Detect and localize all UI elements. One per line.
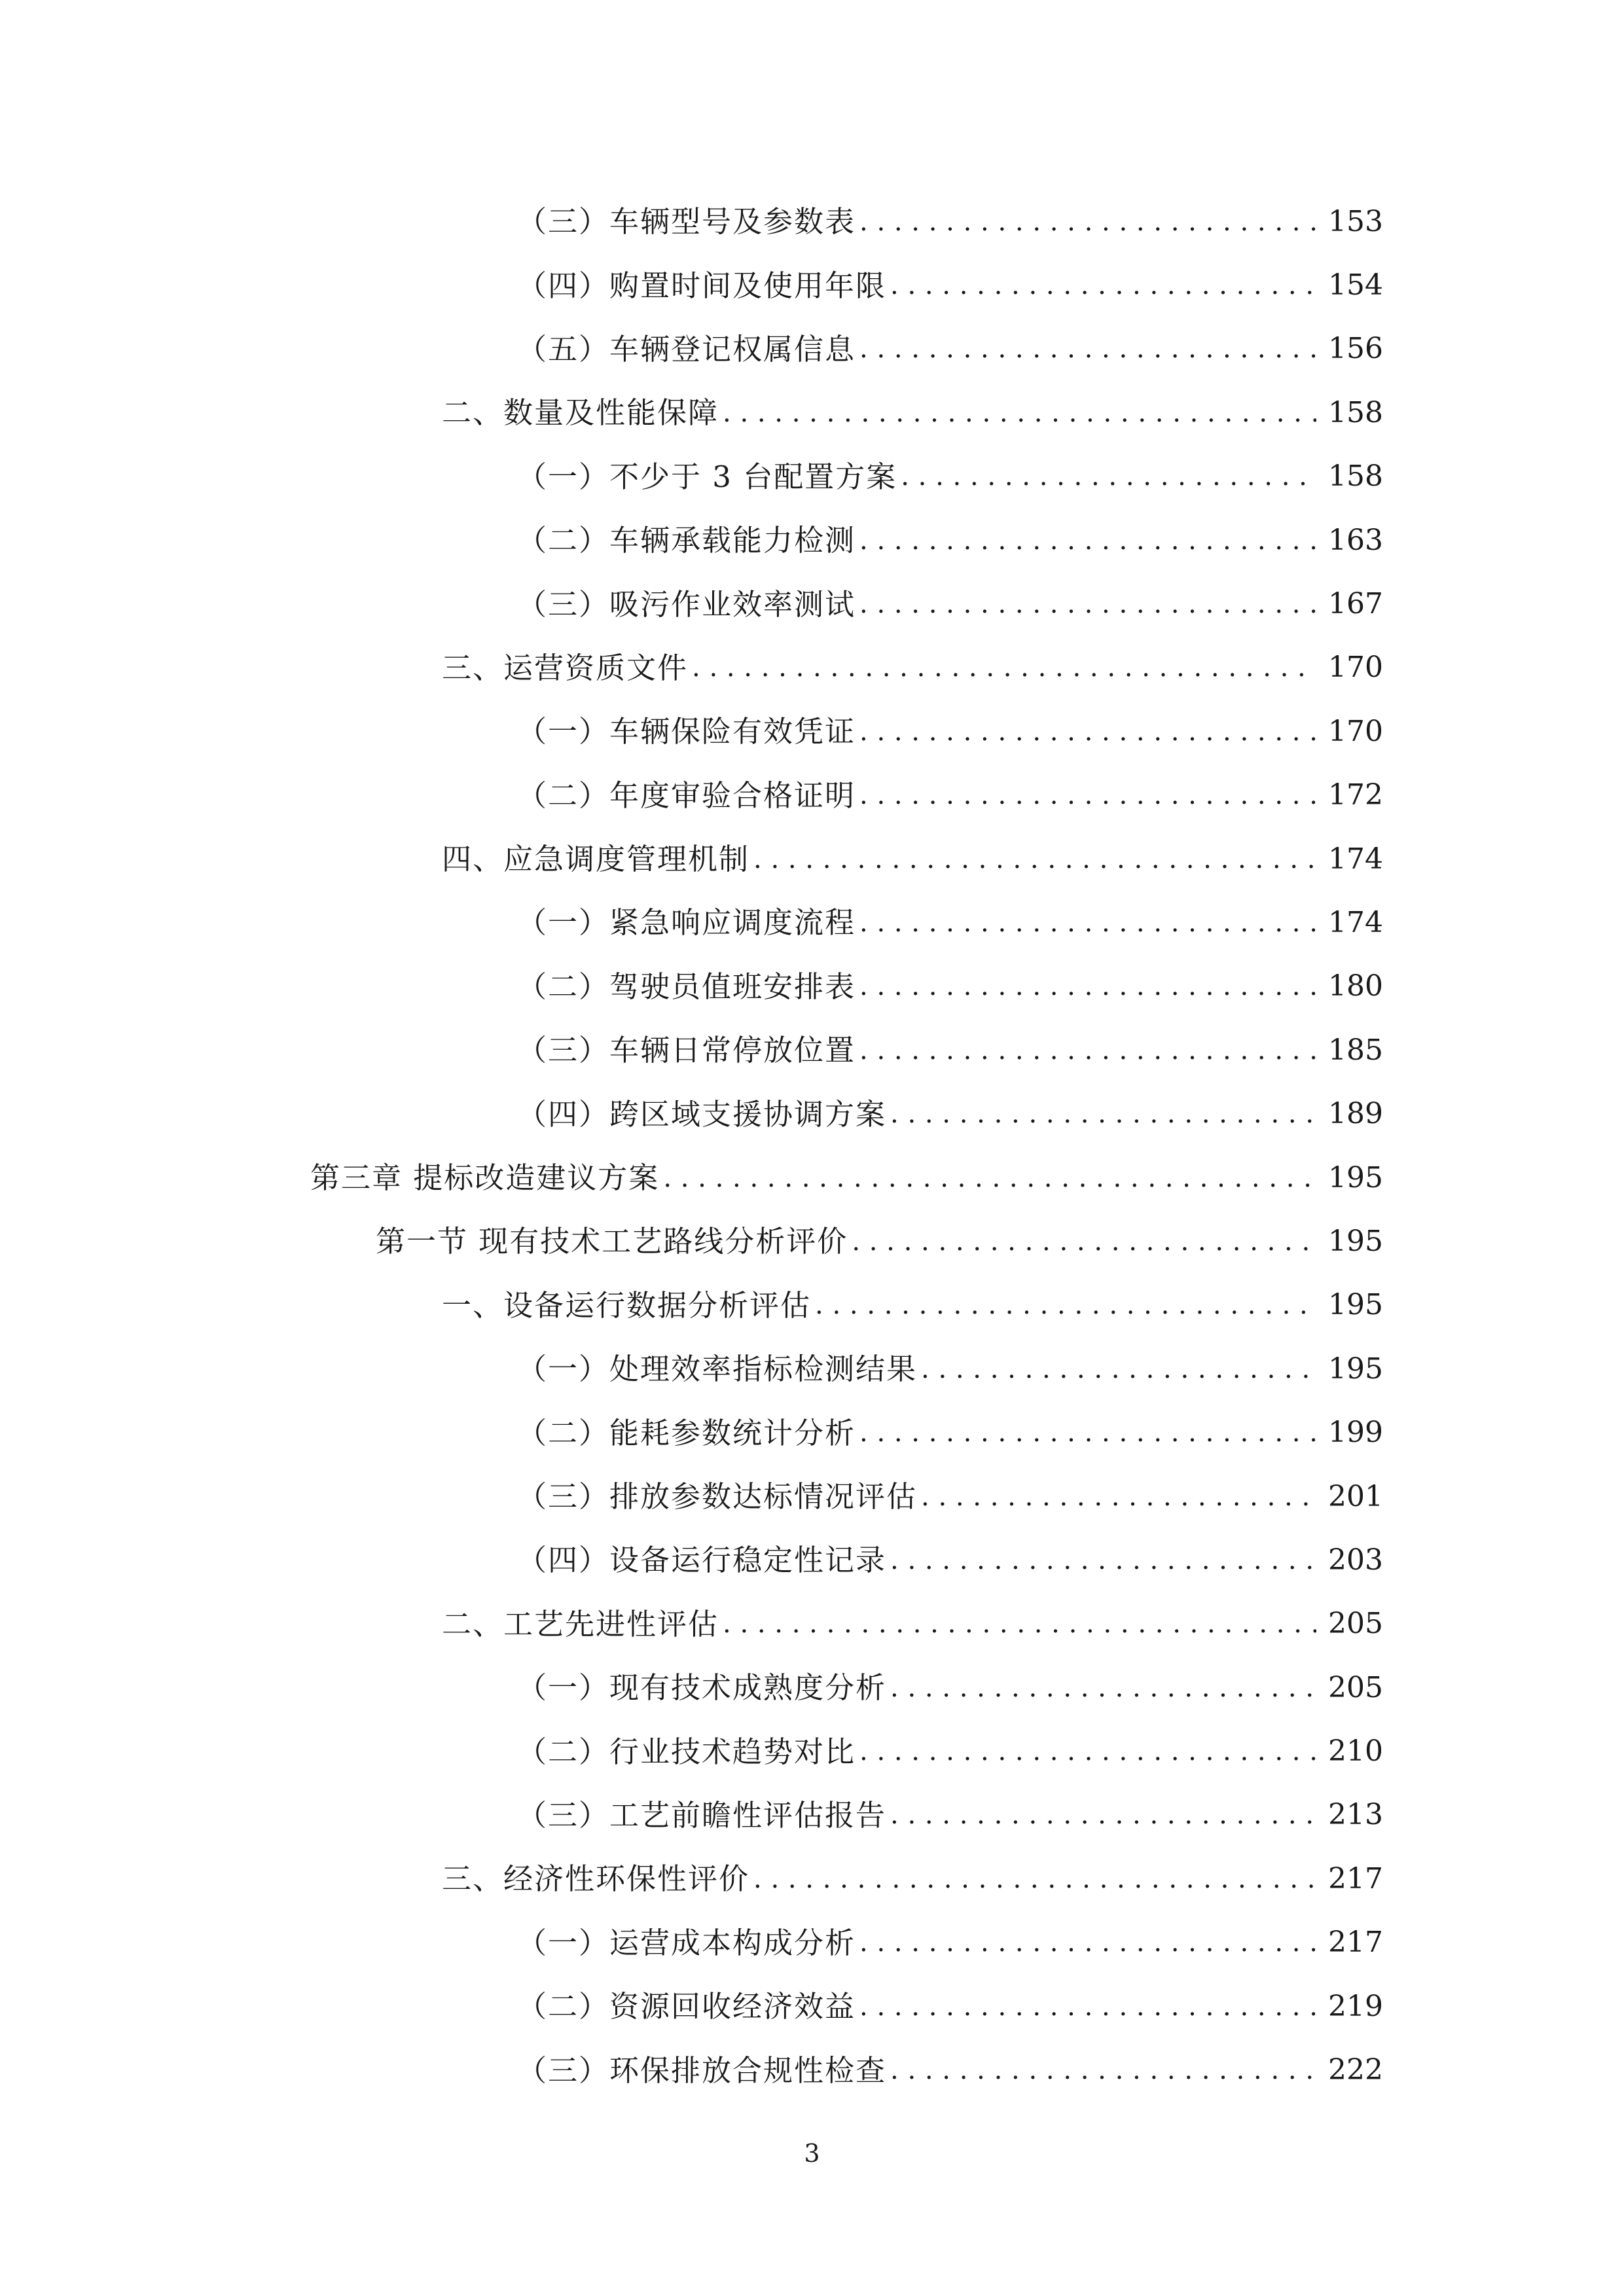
toc-entry-title: 第一节 现有技术工艺路线分析评价: [376, 1224, 848, 1259]
toc-entry-page: 167: [1328, 587, 1383, 621]
toc-entry[interactable]: [0, 1146, 1624, 1210]
toc-leader-dots: [859, 1929, 1316, 1956]
toc-entry-title: （二）年度审验合格证明: [517, 778, 856, 813]
toc-entry-page: 199: [1328, 1416, 1383, 1450]
toc-entry-page: 156: [1328, 332, 1383, 366]
toc-entry[interactable]: [0, 190, 1624, 253]
toc-entry[interactable]: [0, 764, 1624, 827]
toc-leader-dots: [890, 272, 1316, 298]
toc-entry-title: 三、经济性环保性评价: [442, 1861, 750, 1897]
toc-entry-title: （四）跨区域支援协调方案: [517, 1096, 887, 1132]
toc-entry[interactable]: [0, 891, 1624, 954]
toc-entry[interactable]: [0, 700, 1624, 763]
page-number: 3: [804, 2139, 820, 2168]
toc-leader-dots: [753, 1866, 1316, 1892]
toc-entry-title: （二）车辆承载能力检测: [517, 523, 856, 558]
toc-leader-dots: [753, 846, 1316, 872]
toc-leader-dots: [890, 1547, 1316, 1573]
toc-entry-title: （三）吸污作业效率测试: [517, 586, 856, 622]
toc-leader-dots: [723, 400, 1316, 426]
toc-entry-page: 185: [1328, 1033, 1383, 1067]
toc-leader-dots: [921, 1484, 1316, 1510]
toc-entry-title: （二）驾驶员值班安排表: [517, 969, 856, 1004]
toc-entry[interactable]: [0, 317, 1624, 381]
toc-entry-page: 195: [1328, 1288, 1383, 1322]
toc-leader-dots: [921, 1356, 1316, 1382]
toc-entry-page: 219: [1328, 1989, 1383, 2023]
toc-leader-dots: [859, 336, 1316, 362]
toc-entry-title: （二）资源回收经济效益: [517, 1989, 856, 2024]
toc-entry[interactable]: [0, 445, 1624, 509]
toc-entry-title: 三、运营资质文件: [442, 650, 689, 685]
toc-entry-page: 180: [1328, 969, 1383, 1003]
toc-leader-dots: [663, 1165, 1316, 1191]
toc-entry-page: 170: [1328, 651, 1383, 685]
toc-leader-dots: [859, 591, 1316, 617]
toc-leader-dots: [723, 1611, 1316, 1637]
toc-leader-dots: [890, 1101, 1316, 1127]
toc-entry-page: 158: [1328, 395, 1383, 429]
toc-entry-page: 217: [1328, 1861, 1383, 1895]
toc-entry-title: （三）环保排放合规性检查: [517, 2053, 887, 2088]
toc-entry[interactable]: [0, 955, 1624, 1018]
toc-leader-dots: [859, 782, 1316, 808]
toc-entry-page: 217: [1328, 1926, 1383, 1960]
toc-entry-page: 205: [1328, 1607, 1383, 1641]
toc-entry-page: 213: [1328, 1798, 1383, 1832]
toc-entry-page: 210: [1328, 1734, 1383, 1768]
toc-entry-page: 163: [1328, 523, 1383, 557]
toc-entry[interactable]: [0, 1465, 1624, 1528]
toc-entry-title: （一）紧急响应调度流程: [517, 905, 856, 941]
toc-entry-title: （三）工艺前瞻性评估报告: [517, 1797, 887, 1833]
toc-entry-page: 174: [1328, 905, 1383, 939]
toc-entry[interactable]: [0, 2038, 1624, 2102]
toc-entry-title: （一）现有技术成熟度分析: [517, 1670, 887, 1706]
toc-entry[interactable]: [0, 1847, 1624, 1910]
toc-entry-title: （三）车辆日常停放位置: [517, 1033, 856, 1068]
toc-entry-page: 205: [1328, 1670, 1383, 1704]
toc-entry-page: 222: [1328, 2053, 1383, 2087]
toc-leader-dots: [890, 1675, 1316, 1701]
toc-entry[interactable]: [0, 1911, 1624, 1975]
toc-entry-title: （一）不少于 3 台配置方案: [517, 459, 897, 494]
toc-entry[interactable]: [0, 1528, 1624, 1592]
toc-leader-dots: [901, 463, 1316, 490]
toc-entry[interactable]: [0, 1784, 1624, 1847]
table-of-contents: [0, 190, 1624, 2102]
toc-leader-dots: [859, 719, 1316, 745]
toc-entry-page: 154: [1328, 268, 1383, 302]
toc-entry[interactable]: [0, 572, 1624, 636]
toc-leader-dots: [859, 973, 1316, 999]
toc-entry-title: 二、数量及性能保障: [442, 395, 719, 431]
toc-entry[interactable]: [0, 381, 1624, 444]
toc-entry-title: 一、设备运行数据分析评估: [442, 1287, 812, 1323]
toc-entry[interactable]: [0, 1592, 1624, 1656]
toc-leader-dots: [859, 1738, 1316, 1765]
toc-leader-dots: [859, 1420, 1316, 1446]
toc-entry-page: 170: [1328, 714, 1383, 748]
toc-entry-page: 195: [1328, 1160, 1383, 1194]
toc-entry-page: 189: [1328, 1097, 1383, 1131]
toc-entry-page: 172: [1328, 778, 1383, 812]
toc-entry-page: 195: [1328, 1352, 1383, 1386]
toc-entry-title: （一）处理效率指标检测结果: [517, 1352, 918, 1387]
toc-entry[interactable]: [0, 1975, 1624, 2038]
toc-entry[interactable]: [0, 1719, 1624, 1783]
toc-leader-dots: [890, 2057, 1316, 2083]
toc-entry[interactable]: [0, 636, 1624, 700]
toc-entry-page: 195: [1328, 1224, 1383, 1258]
toc-entry[interactable]: [0, 1401, 1624, 1464]
toc-leader-dots: [859, 528, 1316, 554]
toc-entry-page: 174: [1328, 842, 1383, 876]
toc-leader-dots: [859, 910, 1316, 936]
toc-entry[interactable]: [0, 1656, 1624, 1719]
toc-entry-title: （三）车辆型号及参数表: [517, 204, 856, 240]
toc-entry[interactable]: [0, 253, 1624, 317]
toc-entry-title: （四）购置时间及使用年限: [517, 268, 887, 303]
toc-entry[interactable]: [0, 1082, 1624, 1145]
toc-leader-dots: [859, 1994, 1316, 2020]
toc-entry-page: 158: [1328, 459, 1383, 493]
toc-entry-title: （五）车辆登记权属信息: [517, 331, 856, 367]
toc-entry[interactable]: [0, 827, 1624, 891]
toc-entry-page: 201: [1328, 1479, 1383, 1513]
toc-entry-title: 二、工艺先进性评估: [442, 1606, 719, 1641]
toc-entry-title: （二）行业技术趋势对比: [517, 1734, 856, 1769]
toc-entry-page: 203: [1328, 1543, 1383, 1577]
toc-entry-page: 153: [1328, 204, 1383, 238]
toc-entry[interactable]: [0, 1018, 1624, 1082]
toc-leader-dots: [859, 209, 1316, 235]
toc-leader-dots: [859, 1037, 1316, 1064]
toc-entry-title: （一）车辆保险有效凭证: [517, 714, 856, 749]
toc-leader-dots: [692, 655, 1316, 681]
toc-entry[interactable]: [0, 509, 1624, 572]
toc-entry-title: 四、应急调度管理机制: [442, 842, 750, 877]
toc-entry[interactable]: [0, 1337, 1624, 1401]
toc-entry-title: （四）设备运行稳定性记录: [517, 1543, 887, 1578]
toc-entry[interactable]: [0, 1274, 1624, 1337]
toc-entry[interactable]: [0, 1210, 1624, 1273]
toc-entry-title: （一）运营成本构成分析: [517, 1925, 856, 1960]
toc-leader-dots: [890, 1802, 1316, 1828]
toc-entry-title: 第三章 提标改造建议方案: [310, 1160, 660, 1196]
toc-entry-title: （二）能耗参数统计分析: [517, 1415, 856, 1450]
toc-leader-dots: [815, 1292, 1316, 1318]
toc-entry-title: （三）排放参数达标情况评估: [517, 1479, 918, 1514]
toc-leader-dots: [852, 1229, 1316, 1255]
